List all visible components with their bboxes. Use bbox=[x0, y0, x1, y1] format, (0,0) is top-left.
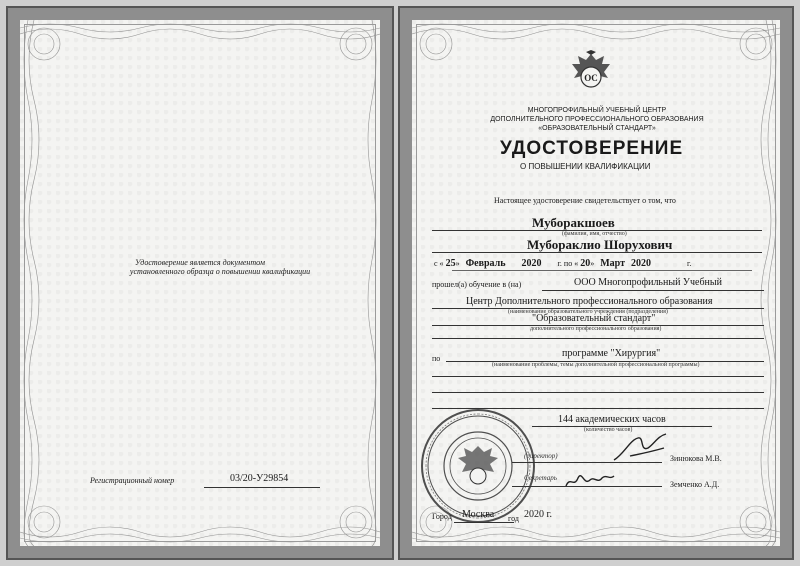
to-day: 20 bbox=[580, 258, 591, 269]
holder-given-names: Мубораклио Шорухович bbox=[527, 237, 673, 252]
round-seal-stamp bbox=[418, 406, 538, 526]
secretary-name: Земченко А.Д. bbox=[670, 480, 720, 489]
city-underline bbox=[454, 522, 514, 523]
reg-number-label: Регистрационный номер bbox=[90, 476, 175, 485]
name-hint: (фамилия, имя, отчество) bbox=[562, 231, 627, 237]
from-year: 2020 bbox=[521, 258, 542, 269]
from-prefix: с « bbox=[434, 259, 444, 268]
director-name: Зинюкова М.В. bbox=[670, 454, 722, 463]
logo-text: ОС bbox=[584, 73, 598, 83]
city-value: Москва bbox=[462, 509, 495, 520]
director-sign-line bbox=[512, 462, 662, 463]
institution-line1: ООО Многопрофильный Учебный bbox=[574, 277, 722, 288]
program-hint: (наименование проблемы, темы дополнительной профессиональной программы) bbox=[492, 362, 700, 368]
year-label: год bbox=[508, 514, 519, 523]
blank-line2 bbox=[432, 376, 764, 377]
reg-number-underline bbox=[204, 487, 320, 488]
certificate-subtitle: О ПОВЫШЕНИИ КВАЛИФИКАЦИИ bbox=[520, 162, 651, 171]
dates-row bbox=[434, 258, 691, 269]
certify-text: Настоящее удостоверение свидетельствует о том, что bbox=[494, 196, 676, 205]
to-prefix: г. по « bbox=[557, 259, 579, 268]
hours-hint: (количество часов) bbox=[584, 427, 633, 433]
from-day: 25 bbox=[445, 258, 456, 269]
secretary-sign-line bbox=[512, 486, 662, 487]
certificate-title: УДОСТОВЕРЕНИЕ bbox=[500, 138, 684, 159]
secretary-label: Секретарь bbox=[524, 474, 557, 482]
year-value: 2020 г. bbox=[524, 509, 552, 520]
org-name-line1: МНОГОПРОФИЛЬНЫЙ УЧЕБНЫЙ ЦЕНТР bbox=[527, 107, 667, 114]
program-name: программе "Хирургия" bbox=[562, 348, 661, 359]
blank-line1 bbox=[432, 338, 764, 339]
reg-number-value: 03/20-У29854 bbox=[230, 473, 289, 484]
year-suffix: г. bbox=[687, 259, 692, 268]
right-page bbox=[398, 6, 794, 560]
from-month: Февраль bbox=[465, 258, 506, 269]
to-month: Март bbox=[600, 258, 625, 269]
program-prefix: по bbox=[432, 354, 441, 363]
from-quote-close: » bbox=[455, 259, 460, 268]
org-name-line3: «ОБРАЗОВАТЕЛЬНЫЙ СТАНДАРТ» bbox=[538, 125, 656, 132]
institution-hint: (наименование образовательного учреждения (подразделения) bbox=[508, 309, 668, 315]
dates-underline bbox=[452, 270, 752, 271]
double-headed-eagle-logo bbox=[568, 50, 614, 98]
org-name-line2: ДОПОЛНИТЕЛЬНОГО ПРОФЕССИОНАЛЬНОГО ОБРАЗОВАНИЯ bbox=[490, 116, 704, 123]
left-guilloche-border bbox=[20, 20, 380, 546]
institution-underline1 bbox=[542, 290, 764, 291]
validity-text-line2: установленного образца о повышении квалификации bbox=[129, 267, 311, 276]
holder-surname: Муборакшоев bbox=[532, 215, 615, 230]
to-quote-close: » bbox=[590, 259, 595, 268]
to-year: 2020 bbox=[631, 258, 651, 269]
secretary-signature bbox=[562, 466, 618, 492]
left-page bbox=[6, 6, 394, 560]
institution-line3: "Образовательный стандарт" bbox=[532, 313, 656, 324]
trained-label: прошел(а) обучение в (на) bbox=[432, 280, 522, 289]
validity-text-line1: Удостоверение является документом bbox=[135, 258, 265, 267]
given-names-underline bbox=[432, 252, 762, 253]
director-signature bbox=[610, 430, 670, 466]
institution-hint2: дополнительного профессионального образования) bbox=[530, 326, 662, 332]
city-label: Город bbox=[432, 512, 452, 521]
institution-line2: Центр Дополнительного профессионального образования bbox=[466, 296, 713, 307]
director-label: (директор) bbox=[524, 452, 558, 460]
blank-line3 bbox=[432, 392, 764, 393]
hours-value: 144 академических часов bbox=[558, 414, 666, 425]
